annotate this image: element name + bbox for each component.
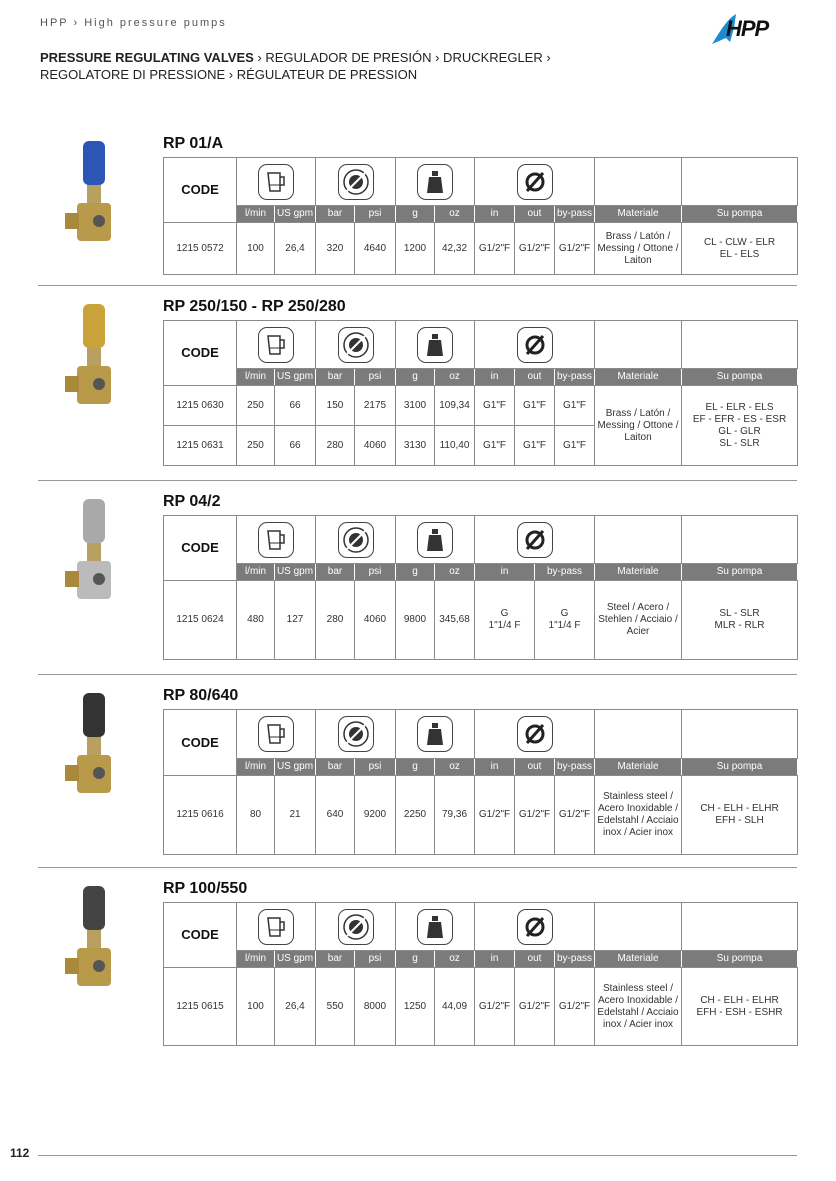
code-header: CODE — [164, 710, 237, 776]
column-header: bar — [316, 951, 355, 968]
table-cell: 1215 0631 — [164, 426, 237, 466]
table-cell: 640 — [316, 776, 355, 855]
table-cell: G1/2"F — [515, 776, 555, 855]
icon-cell — [475, 903, 595, 951]
column-header: by-pass — [535, 564, 595, 581]
column-header: out — [515, 369, 555, 386]
table-cell: 1215 0624 — [164, 581, 237, 660]
table-cell: 100 — [237, 968, 275, 1046]
table-cell: 2175 — [355, 386, 396, 426]
table-cell: 1215 0630 — [164, 386, 237, 426]
product-image — [55, 691, 145, 846]
table-cell: 250 — [237, 426, 275, 466]
flow-icon — [258, 522, 294, 558]
column-header: oz — [435, 564, 475, 581]
column-header: psi — [355, 564, 396, 581]
icon-cell — [475, 516, 595, 564]
column-header: l/min — [237, 564, 275, 581]
column-header: in — [475, 369, 515, 386]
icon-cell — [396, 903, 475, 951]
product-image — [55, 497, 145, 651]
column-header: Su pompa — [682, 369, 798, 386]
table-cell: 100 — [237, 223, 275, 275]
table-cell: 9800 — [396, 581, 435, 660]
table-cell: 480 — [237, 581, 275, 660]
icon-cell — [316, 158, 396, 206]
table-cell: 280 — [316, 426, 355, 466]
icon-cell — [237, 321, 316, 369]
section-divider — [38, 285, 797, 286]
table-cell: G1"F — [475, 426, 515, 466]
column-header: oz — [435, 951, 475, 968]
diameter-icon — [517, 716, 553, 752]
empty-cell — [682, 903, 798, 951]
column-header: psi — [355, 206, 396, 223]
column-header: oz — [435, 759, 475, 776]
column-header: in — [475, 206, 515, 223]
icon-cell — [316, 710, 396, 759]
column-header: psi — [355, 951, 396, 968]
product-title: RP 80/640 — [163, 687, 239, 704]
table-cell: CL - CLW - ELR EL - ELS — [682, 223, 798, 275]
table-cell: CH - ELH - ELHR EFH - SLH — [682, 776, 798, 855]
column-header: in — [475, 951, 515, 968]
spec-table — [163, 320, 798, 466]
flow-icon — [258, 327, 294, 363]
product-image — [55, 139, 145, 266]
table-cell: G1/2"F — [475, 223, 515, 275]
section-divider — [38, 867, 797, 868]
column-header: Materiale — [595, 369, 682, 386]
table-cell: Stainless steel / Acero Inoxidable / Edelstahl / Acciaio inox / Acier inox — [595, 776, 682, 855]
table-cell: 66 — [275, 426, 316, 466]
table-row — [164, 386, 798, 426]
column-header: Su pompa — [682, 951, 798, 968]
column-header: g — [396, 564, 435, 581]
column-header: out — [515, 206, 555, 223]
icon-row — [164, 158, 798, 206]
spec-table — [163, 515, 798, 660]
empty-cell — [595, 158, 682, 206]
column-header: out — [515, 759, 555, 776]
empty-cell — [682, 710, 798, 759]
table-cell: 44,09 — [435, 968, 475, 1046]
weight-icon — [417, 522, 453, 558]
table-row — [164, 776, 798, 855]
column-header: g — [396, 369, 435, 386]
code-header: CODE — [164, 158, 237, 223]
diameter-icon — [517, 327, 553, 363]
column-header: by-pass — [555, 369, 595, 386]
hpp-logo — [710, 12, 800, 46]
footer-divider — [38, 1155, 797, 1156]
column-header: US gpm — [275, 369, 316, 386]
flow-icon — [258, 716, 294, 752]
column-header-row — [164, 564, 798, 581]
empty-cell — [682, 158, 798, 206]
flow-icon — [258, 164, 294, 200]
table-cell: 3100 — [396, 386, 435, 426]
column-header: g — [396, 206, 435, 223]
pressure-icon — [338, 164, 374, 200]
page-number: 112 — [10, 1146, 30, 1160]
column-header: g — [396, 951, 435, 968]
column-header: US gpm — [275, 759, 316, 776]
table-cell: Brass / Latón / Messing / Ottone / Laiton — [595, 223, 682, 275]
empty-cell — [595, 321, 682, 369]
table-cell: G 1"1/4 F — [475, 581, 535, 660]
diameter-icon — [517, 522, 553, 558]
column-header: oz — [435, 206, 475, 223]
table-cell: 109,34 — [435, 386, 475, 426]
diameter-icon — [517, 909, 553, 945]
table-cell: EL - ELR - ELS EF - EFR - ES - ESR GL - GLR SL - SLR — [682, 386, 798, 466]
table-cell: 150 — [316, 386, 355, 426]
column-header: Materiale — [595, 564, 682, 581]
section-divider — [38, 674, 797, 675]
icon-cell — [396, 158, 475, 206]
icon-row — [164, 903, 798, 951]
breadcrumb: HPP › High pressure pumps — [40, 17, 227, 29]
logo-text: HPP — [726, 16, 769, 41]
column-header-row — [164, 369, 798, 386]
table-cell: G1/2"F — [555, 776, 595, 855]
icon-cell — [396, 710, 475, 759]
heading-rest: › REGULADOR DE PRESIÓN › DRUCKREGLER › — [253, 50, 551, 65]
column-header: Su pompa — [682, 206, 798, 223]
table-cell: 550 — [316, 968, 355, 1046]
table-cell: 4060 — [355, 581, 396, 660]
icon-cell — [316, 516, 396, 564]
column-header: bar — [316, 759, 355, 776]
pressure-icon — [338, 522, 374, 558]
column-header: l/min — [237, 759, 275, 776]
column-header: psi — [355, 759, 396, 776]
column-header: out — [515, 951, 555, 968]
code-header: CODE — [164, 903, 237, 968]
table-cell: 3130 — [396, 426, 435, 466]
table-cell: G1"F — [555, 386, 595, 426]
table-cell: G1"F — [515, 386, 555, 426]
table-cell: 8000 — [355, 968, 396, 1046]
weight-icon — [417, 164, 453, 200]
table-cell: G1/2"F — [555, 968, 595, 1046]
weight-icon — [417, 909, 453, 945]
product-title: RP 100/550 — [163, 880, 248, 897]
column-header: g — [396, 759, 435, 776]
diameter-icon — [517, 164, 553, 200]
table-cell: Steel / Acero / Stehlen / Acciaio / Acier — [595, 581, 682, 660]
table-cell: 9200 — [355, 776, 396, 855]
table-row — [164, 223, 798, 275]
icon-row — [164, 516, 798, 564]
pressure-icon — [338, 327, 374, 363]
table-row — [164, 581, 798, 660]
empty-cell — [682, 516, 798, 564]
icon-cell — [316, 903, 396, 951]
heading-bold: PRESSURE REGULATING VALVES — [40, 50, 254, 65]
heading-line2: REGOLATORE DI PRESSIONE › RÉGULATEUR DE PRESSION — [40, 67, 418, 82]
spec-table — [163, 157, 798, 275]
table-cell: G1/2"F — [515, 968, 555, 1046]
product-title: RP 250/150 - RP 250/280 — [163, 298, 346, 315]
table-cell: 127 — [275, 581, 316, 660]
section-divider — [38, 480, 797, 481]
column-header: bar — [316, 206, 355, 223]
column-header: psi — [355, 369, 396, 386]
column-header: US gpm — [275, 206, 316, 223]
table-cell: G1/2"F — [475, 776, 515, 855]
icon-row — [164, 321, 798, 369]
column-header: l/min — [237, 206, 275, 223]
table-cell: Brass / Latón / Messing / Ottone / Laiton — [595, 386, 682, 466]
table-cell: 26,4 — [275, 968, 316, 1046]
pressure-icon — [338, 909, 374, 945]
table-cell: G1"F — [555, 426, 595, 466]
column-header: Su pompa — [682, 564, 798, 581]
column-header: bar — [316, 369, 355, 386]
table-cell: SL - SLR MLR - RLR — [682, 581, 798, 660]
table-cell: 66 — [275, 386, 316, 426]
column-header: Materiale — [595, 951, 682, 968]
product-image — [55, 302, 145, 457]
icon-row — [164, 710, 798, 759]
icon-cell — [237, 516, 316, 564]
empty-cell — [595, 710, 682, 759]
table-cell: 110,40 — [435, 426, 475, 466]
column-header: US gpm — [275, 564, 316, 581]
table-cell: 42,32 — [435, 223, 475, 275]
table-cell: G1/2"F — [555, 223, 595, 275]
column-header: in — [475, 564, 535, 581]
table-cell: 1250 — [396, 968, 435, 1046]
column-header: l/min — [237, 951, 275, 968]
weight-icon — [417, 716, 453, 752]
empty-cell — [595, 903, 682, 951]
table-cell: G1/2"F — [515, 223, 555, 275]
column-header: Materiale — [595, 759, 682, 776]
icon-cell — [237, 903, 316, 951]
weight-icon — [417, 327, 453, 363]
table-cell: 4060 — [355, 426, 396, 466]
column-header-row — [164, 951, 798, 968]
table-cell: G1"F — [515, 426, 555, 466]
table-cell: 280 — [316, 581, 355, 660]
pressure-icon — [338, 716, 374, 752]
column-header-row — [164, 206, 798, 223]
table-row — [164, 968, 798, 1046]
product-title: RP 04/2 — [163, 493, 221, 510]
table-cell: 2250 — [396, 776, 435, 855]
product-image — [55, 884, 145, 1037]
code-header: CODE — [164, 516, 237, 581]
icon-cell — [396, 321, 475, 369]
spec-table — [163, 709, 798, 855]
icon-cell — [237, 710, 316, 759]
icon-cell — [316, 321, 396, 369]
table-cell: 79,36 — [435, 776, 475, 855]
table-cell: Stainless steel / Acero Inoxidable / Edelstahl / Acciaio inox / Acier inox — [595, 968, 682, 1046]
flow-icon — [258, 909, 294, 945]
table-cell: G1/2"F — [475, 968, 515, 1046]
table-cell: 250 — [237, 386, 275, 426]
column-header-row — [164, 759, 798, 776]
code-header: CODE — [164, 321, 237, 386]
column-header: in — [475, 759, 515, 776]
column-header: Su pompa — [682, 759, 798, 776]
column-header: oz — [435, 369, 475, 386]
empty-cell — [595, 516, 682, 564]
column-header: by-pass — [555, 206, 595, 223]
table-cell: 1200 — [396, 223, 435, 275]
table-cell: CH - ELH - ELHR EFH - ESH - ESHR — [682, 968, 798, 1046]
column-header: l/min — [237, 369, 275, 386]
column-header: by-pass — [555, 951, 595, 968]
table-cell: 345,68 — [435, 581, 475, 660]
table-cell: G1"F — [475, 386, 515, 426]
icon-cell — [475, 158, 595, 206]
table-cell: 320 — [316, 223, 355, 275]
table-cell: 1215 0572 — [164, 223, 237, 275]
table-cell: 21 — [275, 776, 316, 855]
column-header: by-pass — [555, 759, 595, 776]
icon-cell — [475, 710, 595, 759]
icon-cell — [237, 158, 316, 206]
icon-cell — [396, 516, 475, 564]
table-cell: G 1"1/4 F — [535, 581, 595, 660]
column-header: US gpm — [275, 951, 316, 968]
table-cell: 80 — [237, 776, 275, 855]
table-cell: 4640 — [355, 223, 396, 275]
spec-table — [163, 902, 798, 1046]
table-cell: 26,4 — [275, 223, 316, 275]
product-title: RP 01/A — [163, 135, 224, 152]
icon-cell — [475, 321, 595, 369]
table-cell: 1215 0616 — [164, 776, 237, 855]
table-cell: 1215 0615 — [164, 968, 237, 1046]
empty-cell — [682, 321, 798, 369]
page-heading — [40, 49, 551, 83]
column-header: bar — [316, 564, 355, 581]
column-header: Materiale — [595, 206, 682, 223]
